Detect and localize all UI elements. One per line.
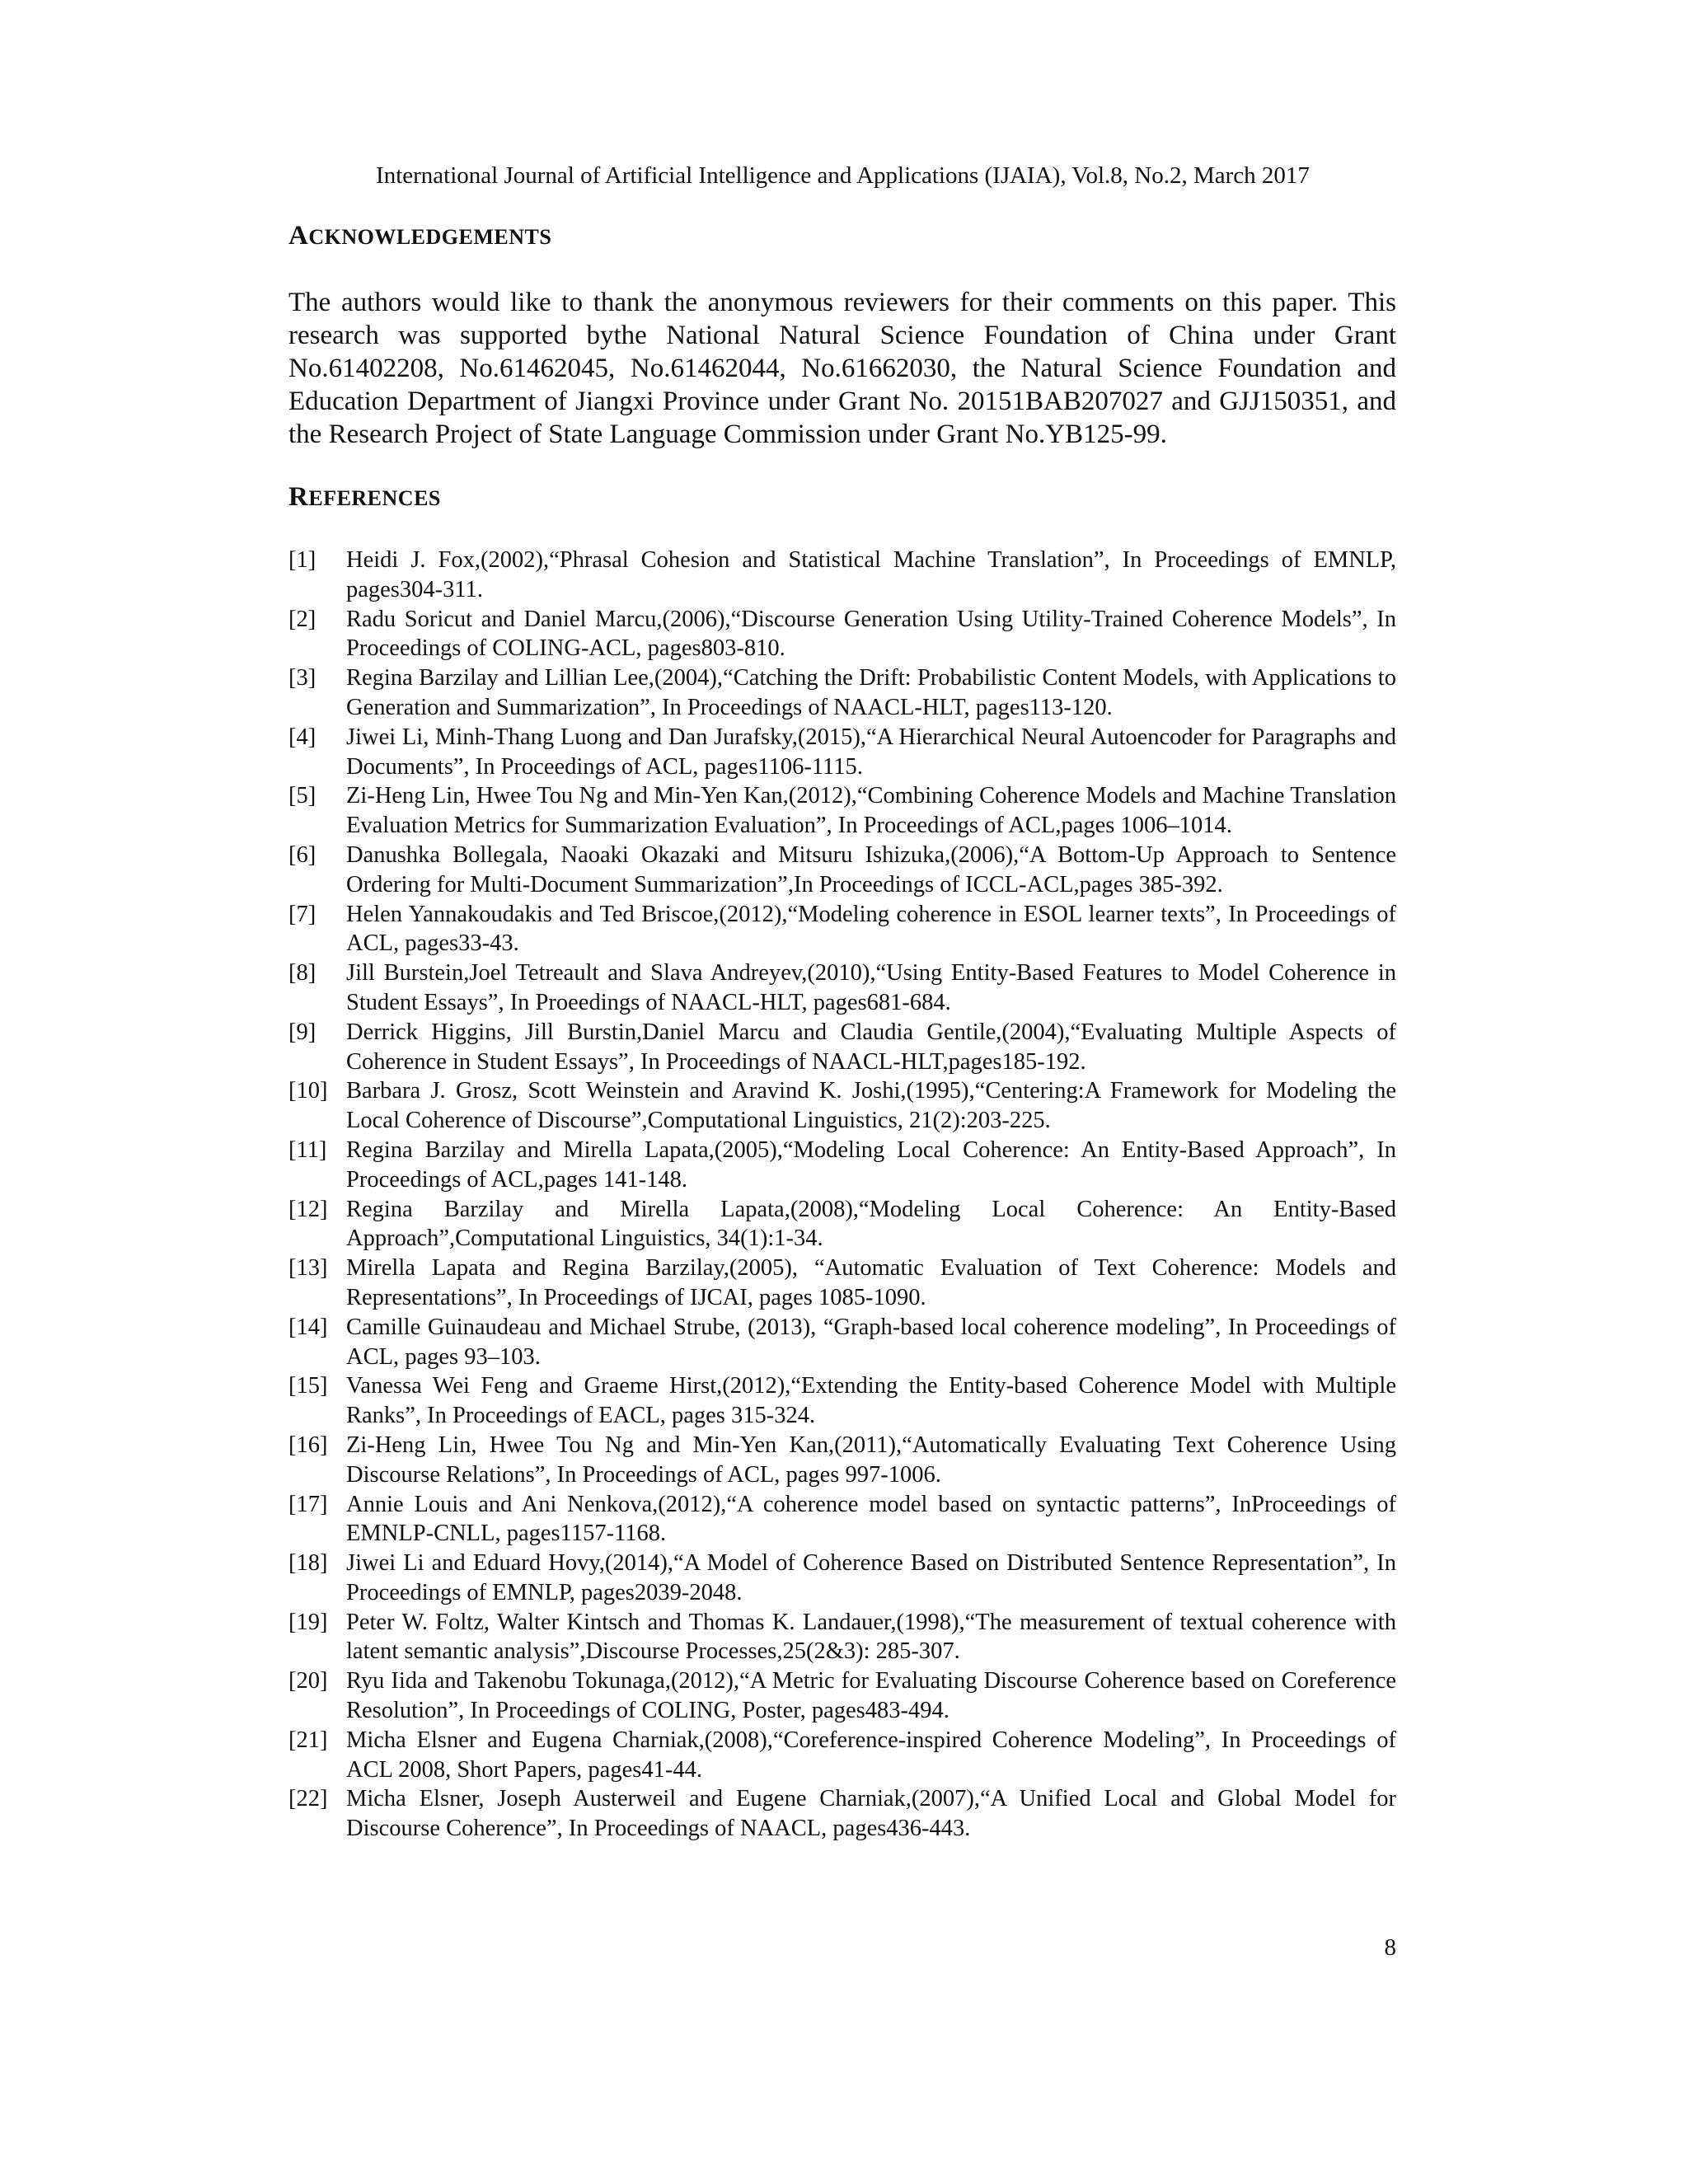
reference-text: Helen Yannakoudakis and Ted Briscoe,(2012),“Modeling coherence in ESOL learner texts”, In Proceedings of ACL, pages33-43. [346,901,1396,957]
reference-text: Annie Louis and Ani Nenkova,(2012),“A coherence model based on syntactic patterns”, InProceedings of EMNLP-CNLL, pages1157-1168. [346,1491,1396,1547]
reference-number: [1] [288,547,316,573]
reference-entry [288,1784,1396,1844]
acknowledgements-heading-rest: CKNOWLEDGEMENTS [308,225,552,249]
reference-entry [288,1726,1396,1785]
running-header: International Journal of Artificial Intelligence and Applications (IJAIA), Vol.8, No.2, March 2017 [376,162,1310,189]
reference-text: Heidi J. Fox,(2002),“Phrasal Cohesion and Statistical Machine Translation”, In Proceedings of EMNLP, pages304-311. [346,547,1396,602]
reference-number: [15] [288,1373,328,1399]
reference-text: Micha Elsner, Joseph Austerweil and Eugene Charniak,(2007),“A Unified Local and Global Model for Discourse Coherence”, In Proceedings of NAACL, pages436-443. [346,1786,1396,1842]
reference-text: Vanessa Wei Feng and Graeme Hirst,(2012),“Extending the Entity-based Coherence Model with Multiple Ranks”, In Proceedings of EACL, pages 315-324. [346,1373,1396,1429]
reference-text: Regina Barzilay and Mirella Lapata,(2008),“Modeling Local Coherence: An Entity-Based Approach”,Computational Linguistics, 34(1):1-34. [346,1196,1396,1252]
reference-number: [10] [288,1078,328,1104]
reference-list [288,546,1396,1844]
reference-text: Mirella Lapata and Regina Barzilay,(2005), “Automatic Evaluation of Text Coherence: Models and Representations”, In Proceedings of IJCAI, pages 1085-1090. [346,1255,1396,1310]
acknowledgements-body: The authors would like to thank the anonymous reviewers for their comments on this paper. This research was supported bythe National Natural Science Foundation of China under Grant No.61402208, No.61462045, No.61462044, No.61662030, the Natural Science Foundation and Education Department of Jiangxi Province under Grant No. 20151BAB207027 and GJJ150351, and the Research Project of State Language Commission under Grant No.YB125-99. [288,288,1396,449]
reference-text: Micha Elsner and Eugena Charniak,(2008),“Coreference-inspired Coherence Modeling”, In Proceedings of ACL 2008, Short Papers, pages41-44. [346,1727,1396,1783]
reference-text: Radu Soricut and Daniel Marcu,(2006),“Discourse Generation Using Utility-Trained Coherence Models”, In Proceedings of COLING-ACL, pages803-810. [346,606,1396,662]
reference-text: Danushka Bollegala, Naoaki Okazaki and Mitsuru Ishizuka,(2006),“A Bottom-Up Approach to Sentence Ordering for Multi-Document Summarization”,In Proceedings of ICCL-ACL,pages 385-392. [346,841,1396,898]
reference-text: Jiwei Li, Minh-Thang Luong and Dan Jurafsky,(2015),“A Hierarchical Neural Autoencoder for Paragraphs and Documents”, In Proceedings of ACL, pages1106-1115. [346,724,1396,780]
reference-entry [288,1018,1396,1077]
reference-entry [288,1666,1396,1726]
page-number: 8 [1384,1934,1396,1961]
acknowledgements-heading [288,221,551,251]
reference-number: [12] [288,1196,328,1222]
reference-text: Derrick Higgins, Jill Burstin,Daniel Marcu and Claudia Gentile,(2004),“Evaluating Multiple Aspects of Coherence in Student Essays”, In Proceedings of NAACL-HLT,pages185-192. [346,1019,1396,1075]
reference-entry [288,841,1396,900]
reference-text: Regina Barzilay and Lillian Lee,(2004),“Catching the Drift: Probabilistic Content Models, with Applications to Generation and Summarization”, In Proceedings of NAACL-HLT, pages113-120. [346,665,1396,720]
reference-number: [5] [288,783,316,809]
reference-number: [6] [288,841,316,868]
reference-number: [7] [288,901,316,927]
reference-entry [288,1431,1396,1490]
reference-entry [288,723,1396,782]
reference-text: Zi-Heng Lin, Hwee Tou Ng and Min-Yen Kan,(2011),“Automatically Evaluating Text Coherence Using Discourse Relations”, In Proceedings of ACL, pages 997-1006. [346,1432,1396,1488]
reference-number: [4] [288,724,316,750]
reference-entry [288,781,1396,841]
reference-entry [288,1371,1396,1431]
reference-number: [2] [288,606,316,632]
reference-text: Zi-Heng Lin, Hwee Tou Ng and Min-Yen Kan,(2012),“Combining Coherence Models and Machine Translation Evaluation Metrics for Summarization Evaluation”, In Proceedings of ACL,pages 1006–1014. [346,783,1396,839]
reference-entry [288,1254,1396,1313]
reference-number: [3] [288,665,316,691]
reference-number: [16] [288,1432,328,1458]
reference-number: [19] [288,1609,328,1635]
reference-entry [288,663,1396,723]
reference-number: [13] [288,1255,328,1282]
reference-text: Camille Guinaudeau and Michael Strube, (2013), “Graph-based local coherence modeling”, In Proceedings of ACL, pages 93–103. [346,1314,1396,1370]
reference-number: [20] [288,1668,328,1694]
reference-entry [288,900,1396,959]
reference-number: [17] [288,1491,328,1517]
reference-entry [288,1313,1396,1372]
reference-text: Regina Barzilay and Mirella Lapata,(2005),“Modeling Local Coherence: An Entity-Based Approach”, In Proceedings of ACL,pages 141-148. [346,1137,1396,1193]
references-heading-initial: R [288,482,309,512]
reference-text: Peter W. Foltz, Walter Kintsch and Thomas K. Landauer,(1998),“The measurement of textual coherence with latent semantic analysis”,Discourse Processes,25(2&3): 285-307. [346,1609,1396,1665]
reference-entry [288,1608,1396,1667]
references-heading [288,482,441,513]
reference-number: [18] [288,1550,328,1577]
reference-number: [21] [288,1727,328,1753]
reference-entry [288,1549,1396,1608]
reference-entry [288,1195,1396,1254]
reference-number: [8] [288,960,316,987]
reference-number: [22] [288,1786,328,1812]
reference-text: Barbara J. Grosz, Scott Weinstein and Aravind K. Joshi,(1995),“Centering:A Framework for Modeling the Local Coherence of Discourse”,Computational Linguistics, 21(2):203-225. [346,1078,1396,1134]
reference-entry [288,1490,1396,1549]
reference-text: Jiwei Li and Eduard Hovy,(2014),“A Model of Coherence Based on Distributed Sentence Representation”, In Proceedings of EMNLP, pages2039-2048. [346,1550,1396,1605]
reference-entry [288,1136,1396,1195]
reference-entry [288,546,1396,605]
reference-number: [11] [288,1137,327,1163]
acknowledgements-heading-initial: A [288,221,309,251]
reference-text: Ryu Iida and Takenobu Tokunaga,(2012),“A Metric for Evaluating Discourse Coherence based on Coreference Resolution”, In Proceedings of COLING, Poster, pages483-494. [346,1668,1396,1724]
reference-number: [14] [288,1314,328,1340]
reference-entry [288,605,1396,664]
reference-entry [288,1076,1396,1136]
reference-number: [9] [288,1019,316,1045]
references-heading-rest: EFERENCES [308,486,441,510]
reference-entry [288,958,1396,1018]
reference-text: Jill Burstein,Joel Tetreault and Slava Andreyev,(2010),“Using Entity-Based Features to Model Coherence in Student Essays”, In Proeedings of NAACL-HLT, pages681-684. [346,960,1396,1015]
